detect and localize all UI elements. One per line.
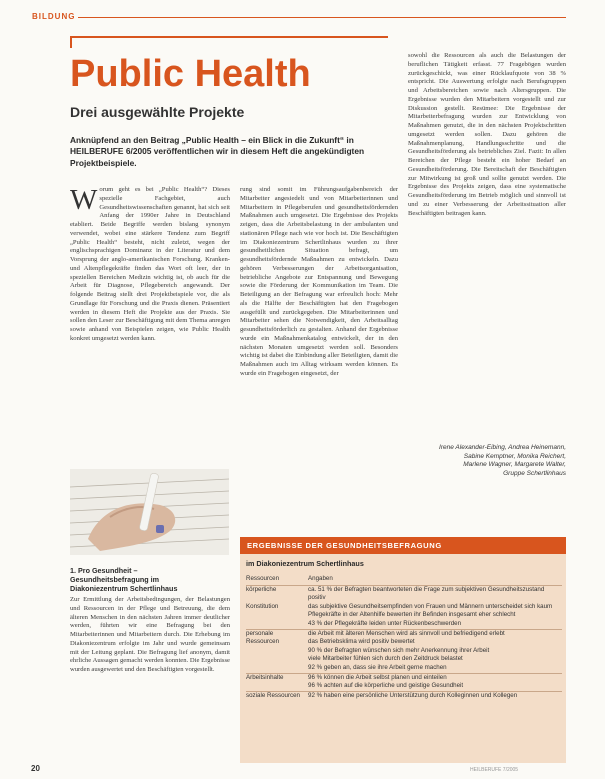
- project-heading-line-2: Gesundheitsbefragung im: [70, 575, 160, 585]
- signature-line-4: Gruppe Schertlinhaus: [503, 469, 566, 477]
- signature-line-3: Marlene Wagner, Margarete Walter,: [463, 461, 566, 469]
- table-row: [246, 603, 562, 612]
- row-detail: 96 % können die Arbeit selbst planen und einteilen: [308, 673, 562, 682]
- table-row: [246, 682, 562, 691]
- results-table: [246, 575, 562, 700]
- column-1-text: orum geht es bei „Public Health“? Dieses spezielle Fachgebiet, auch Gesundheitswissenschaften genannt, hat sich seit Anfang der 1990er Jahre in Deutschland etabliert. Beide Begriffe werden bislang synonym verwendet, wobei eine stärkere Tendenz zum Begriff „Public Health“ besteht, nicht zuletzt, wegen der englischsprachigen Dominanz in der Literatur und dem Vorsprung der anglo-amerikanischen Forschung. Kranken- und Altenpflegekräfte finden das Wort oft leer, der in speziellen Bereichen Medizin wichtig ist, ob auch für die Arbeit für Diagnose, Pflegebereich angewandt. Der folgende Beitrag stellt drei Projektbeispiele vor, die als Grundlage für Forschung und die Praxis dienen. Präsentiert werden in diesem Heft die Projekte aus der Praxis. Sie sollen den Leser zur Beschäftigung mit dem Thema anregen sowie anhand von Beispielen zeigen, wie Public Health konkret umgesetzt werden kann.: [70, 186, 230, 342]
- table-row: [246, 673, 562, 682]
- author-signature: [408, 444, 566, 478]
- signature-line-2: Sabine Kemptner, Monika Reichert,: [463, 452, 566, 460]
- table-row: [246, 691, 562, 700]
- table-row: [246, 664, 562, 673]
- article-column-1: [70, 186, 230, 464]
- row-resource: [246, 682, 308, 691]
- article-column-2: rung sind somit im Führungsaufgabenbereich der Mitarbeiter angesiedelt und von Mitarbeiterinnen und Mitarbeitern in Pflegeberufen und gesundheitsfördernden Maßnahmen auch umgesetzt. Die Ergebnisse des Projekts zeigen, dass die Arbeitsbelastung in der ambulanten und stationären Pflege nach wie vor hoch ist. Die Beschäftigten im Diakoniezentrum Schertlinhaus wurden zu ihrer gesundheitlichen Situation befragt, um gesundheitsfördernde Maßnahmen zu entwickeln. Dazu gehören Verbesserungen der Arbeitsorganisation, betriebliche Angebote zur Entspannung und Bewegung sowie die Förderung der Kommunikation im Team. Die Beteiligung an der Befragung war erfreulich hoch: Mehr als die Hälfte der Beschäftigten hat den Fragebogen ausgefüllt und zurückgegeben. Die Mitarbeiterinnen und Mitarbeiter sehen die Notwendigkeit, den Arbeitsalltag gesundheitsförderlich zu gestalten. Anhand der Ergebnisse wurde ein Maßnahmenkatalog entwickelt, der in den nächsten Monaten umgesetzt werden soll. Besonders wichtig ist dabei die Einbindung aller Beteiligten, damit die Maßnahmen auch im Alltag wirksam werden können. Es wurde ein Fragebogen eingesetzt, der: [240, 186, 398, 377]
- results-table-header: [246, 575, 562, 585]
- journal-footer: HEILBERUFE 7/2005: [470, 767, 519, 773]
- row-detail: Pflegekräfte in der Altenhilfe bewerten ihr Befinden insgesamt eher schlecht: [308, 611, 516, 619]
- row-resource: Arbeitsinhalte: [246, 673, 308, 682]
- row-resource: [246, 611, 308, 620]
- signature-line-1: Irene Alexander-Eibing, Andrea Heinemann,: [439, 444, 566, 451]
- table-row: [246, 655, 562, 664]
- drop-cap: W: [70, 186, 98, 216]
- row-detail: 92 % haben eine persönliche Unterstützung durch Kolleginnen und Kollegen: [308, 691, 562, 700]
- row-detail: die Arbeit mit älteren Menschen wird als sinnvoll und befriedigend erlebt: [308, 629, 562, 638]
- table-row: [246, 585, 562, 603]
- row-resource: personale: [246, 629, 308, 638]
- table-row: [246, 629, 562, 638]
- project-intro-text: Zur Ermittlung der Arbeitsbedingungen, der Belastungen und Ressourcen in der Pflege und Betreuung, die dem älteren Menschen in den nächsten Jahren immer deutlicher werden, führten wir eine Befragung bei den Mitarbeiterinnen und Mitarbeitern durch. Die Erhebung im Diakoniezentrum erfolgte im Jahr und wurde gemeinsam mit der Leitung geplant. Die Befragung lief anonym, damit ehrliche Aussagen gemacht werden konnten. Die Ergebnisse wurden ausgewertet und den Beschäftigten vorgestellt.: [70, 596, 230, 673]
- row-detail: 92 % geben an, dass sie ihre Arbeit gerne machen: [308, 663, 447, 671]
- article-photo: [70, 469, 229, 555]
- row-resource: [246, 620, 308, 629]
- table-row: [246, 620, 562, 629]
- title-rule-top: [70, 36, 388, 38]
- article-intro: Anknüpfend an den Beitrag „Public Health – ein Blick in die Zukunft“ in HEILBERUFE 6/2005 veröffentlichen wir in diesem Heft die angekündigten Projektbeispiele.: [70, 135, 365, 168]
- article-title: Public Health: [70, 53, 311, 95]
- row-detail: 43 % der Pflegekräfte leiden unter Rückenbeschwerden: [308, 619, 462, 627]
- row-detail: das subjektive Gesundheitsempfinden von Frauen und Männern unterscheidet sich kaum: [308, 602, 553, 610]
- project-heading-line-3: Diakoniezentrum Schertlinhaus: [70, 584, 178, 594]
- article-subtitle: Drei ausgewählte Projekte: [70, 104, 245, 120]
- table-row: [246, 638, 562, 647]
- section-rule: [78, 17, 566, 18]
- row-detail: viele Mitarbeiter fühlen sich durch den Zeitdruck belastet: [308, 655, 463, 663]
- row-detail: 96 % achten auf die körperliche und geistige Gesundheit: [308, 682, 464, 690]
- row-resource: soziale Ressourcen: [246, 691, 308, 700]
- row-resource: Ressourcen: [246, 638, 280, 646]
- row-resource: Konstitution: [246, 602, 279, 610]
- page-number: 20: [31, 764, 40, 773]
- row-resource: körperliche: [246, 585, 277, 593]
- article-column-3: sowohl die Ressourcen als auch die Belastungen der beruflichen Tätigkeit erfasst. 77 Fragebögen wurden zurückgeschickt, was einer Rücklaufquote von 38 % entspricht. Die Auswertung erfolgte nach Berufsgruppen und Arbeitsbereichen sowie nach Altersgruppen. Die Ergebnisse wurden den Mitarbeitern vorgestellt und zur Diskussion gestellt. Resümee: Die Ergebnisse der Mitarbeiterbefragung wurden zur Entwicklung von Maßnahmen genutzt, die in den nächsten Projektschritten umgesetzt werden sollen. Dazu gehören die Maßnahmenplanung, Handlungsschritte und die Gesundheitsförderung als betriebliches Ziel. Fazit: In allen Bereichen der Pflege besteht ein hoher Bedarf an Gesundheitsförderung. Die Bereitschaft der Beschäftigten zur Mitwirkung ist groß und sollte genutzt werden. Die Ergebnisse des Projekts zeigen, dass eine systematische Gesundheitsförderung im Betrieb möglich und sinnvoll ist und zu einer Verbesserung der Arbeitssituation aller Beschäftigten beitragen kann.: [408, 52, 566, 217]
- table-row: [246, 611, 562, 620]
- row-resource: [246, 664, 308, 673]
- results-box-header: ERGEBNISSE DER GESUNDHEITSBEFRAGUNG: [240, 537, 566, 554]
- title-rule-left: [70, 36, 72, 48]
- results-box-subheading: im Diakoniezentrum Schertlinhaus: [246, 559, 364, 568]
- row-detail: das Betriebsklima wird positiv bewertet: [308, 638, 415, 646]
- row-detail: 90 % der Befragten wünschen sich mehr Anerkennung ihrer Arbeit: [308, 646, 490, 654]
- project-heading: [70, 566, 230, 594]
- row-resource: [246, 655, 308, 664]
- row-resource: [246, 647, 308, 656]
- column-header-resources: Ressourcen: [246, 575, 308, 585]
- row-detail: ca. 51 % der Befragten beantworteten die Frage zum subjektiven Gesundheitszustand positiv: [308, 585, 545, 602]
- section-label: BILDUNG: [32, 12, 76, 21]
- project-heading-line-1: 1. Pro Gesundheit –: [70, 566, 138, 575]
- hand-writing-illustration: [70, 469, 229, 555]
- column-header-details: Angaben: [308, 575, 562, 585]
- table-row: [246, 647, 562, 656]
